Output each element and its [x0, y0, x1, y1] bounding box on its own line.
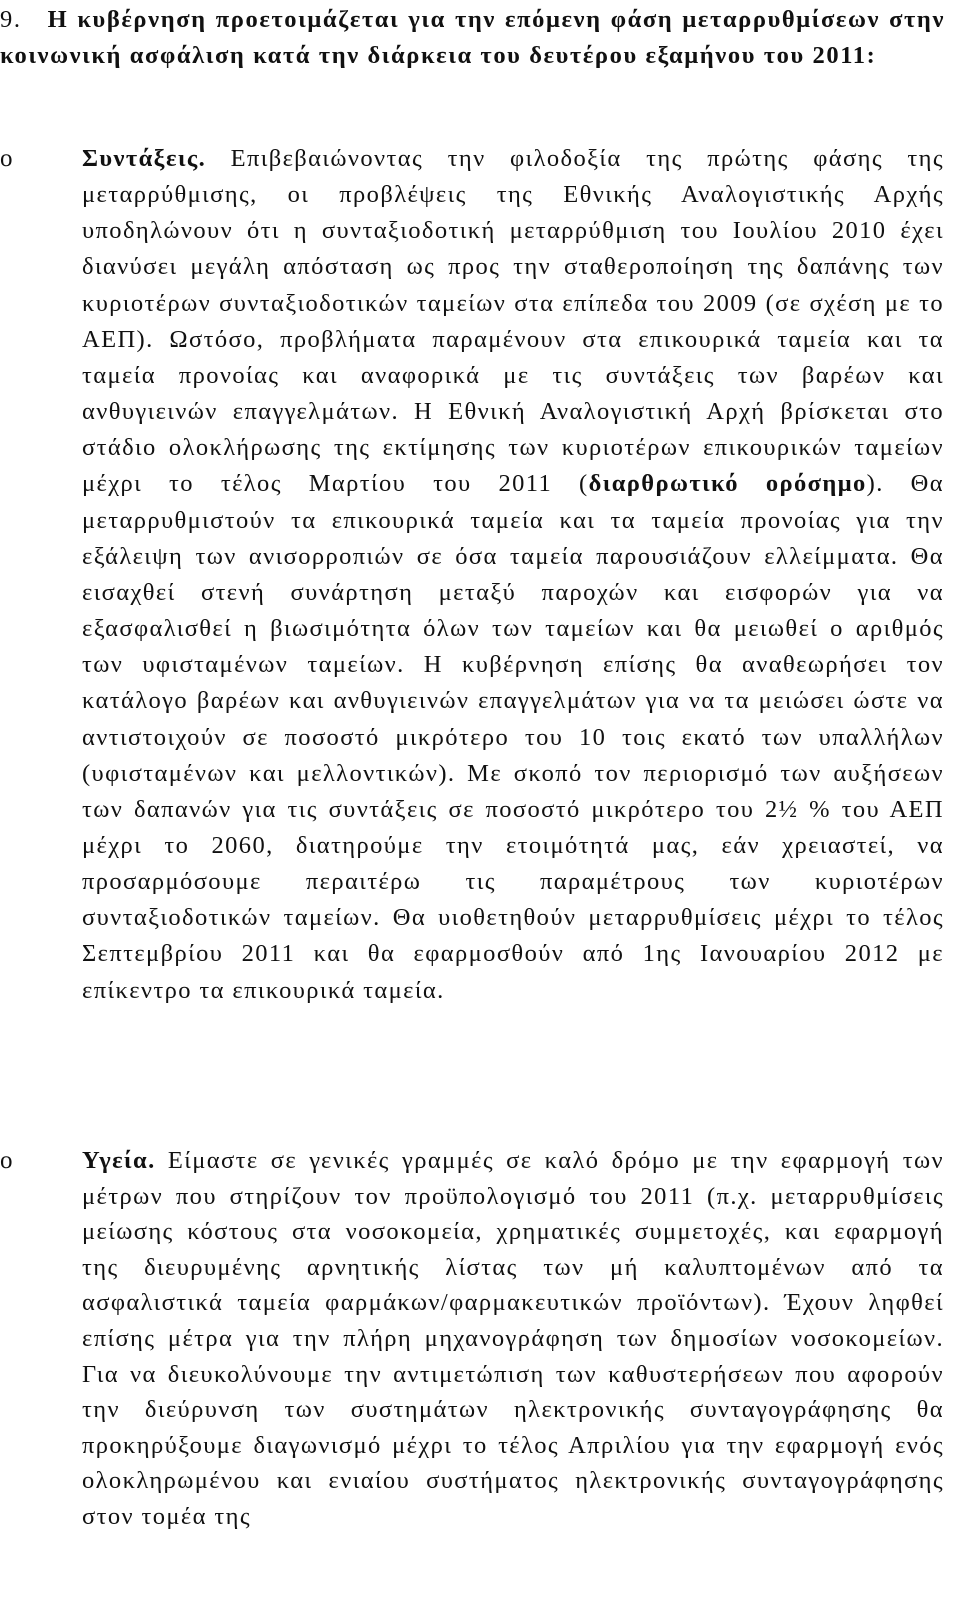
- health-paragraph: [82, 1143, 944, 1535]
- pensions-text-part-1: Επιβεβαιώνοντας την φιλοδοξία της πρώτης φάσης της μεταρρύθμισης, οι προβλέψεις της Εθνικής Αναλογιστικής Αρχής υποδηλώνουν ότι η συνταξιοδοτική μεταρρύθμιση του Ιουλίου 2010 έχει διανύσει μεγάλη απόσταση ως προς την σταθεροποίηση της δαπάνης των κυριοτέρων συνταξιοδοτικών ταμείων στα επίπεδα του 2009 (σε σχέση με το ΑΕΠ). Ωστόσο, προβλήματα παραμένουν στα επικουρικά ταμεία και τα ταμεία προνοίας και αναφορικά με τις συντάξεις των βαρέων και ανθυγιεινών επαγγελμάτων. Η Εθνική Αναλογιστική Αρχή βρίσκεται στο στάδιο ολοκλήρωσης της εκτίμησης των κυριοτέρων επικουρικών ταμείων μέχρι το τέλος Μαρτίου του 2011 (: [82, 145, 944, 498]
- bullet-marker: o: [0, 145, 13, 172]
- health-title: Υγεία.: [82, 1147, 156, 1174]
- section-heading: [0, 2, 945, 74]
- health-text: Είμαστε σε γενικές γραμμές σε καλό δρόμο με την εφαρμογή των μέτρων που στηρίζουν τον προϋπολογισμό του 2011 (π.χ. μεταρρυθμίσεις μείωσης κόστους στα νοσοκομεία, χρηματικές συμμετοχές, και εφαρμογή της διευρυμένης αρνητικής λίστας των μή καλυπτομένων από τα ασφαλιστικά ταμεία φαρμάκων/φαρμακευτικών προϊόντων). Έχουν ληφθεί επίσης μέτρα για την πλήρη μηχανογράφηση των δημοσίων νοσοκομείων. Για να διευκολύνουμε την αντιμετώπιση των καθυστερήσεων που αφορούν την διεύρυνση των συστημάτων ηλεκτρονικής συνταγογράφησης θα προκηρύξουμε διαγωνισμό μέχρι το τέλος Απριλίου για την εφαρμογή ενός ολοκληρωμένου και ενιαίου συστήματος ηλεκτρονικής συνταγογράφησης στον τομέα της: [82, 1147, 944, 1530]
- structural-milestone: διαρθρωτικό ορόσημο: [588, 470, 867, 498]
- pensions-paragraph: [82, 141, 944, 1009]
- section-heading-text: Η κυβέρνηση προετοιμάζεται για την επόμενη φάση μεταρρυθμίσεων στην κοινωνική ασφάλιση κατά την διάρκεια του δευτέρου εξαμήνου του 2011:: [0, 6, 945, 69]
- pensions-title: Συντάξεις.: [82, 145, 207, 172]
- section-number: 9.: [0, 6, 22, 33]
- pensions-text-part-2: ). Θα μεταρρυθμιστούν τα επικουρικά ταμεία και τα ταμεία προνοίας για την εξάλειψη των ανισορροπιών σε όσα ταμεία παρουσιάζουν ελλείμματα. Θα εισαχθεί στενή συνάρτηση μεταξύ παροχών και εισφορών για να εξασφαλισθεί η βιωσιμότητα όλων των ταμείων και θα μειωθεί ο αριθμός των υφισταμένων ταμείων. Η κυβέρνηση επίσης θα αναθεωρήσει τον κατάλογο βαρέων και ανθυγιεινών επαγγελμάτων για να τα μειώσει ώστε να αντιστοιχούν σε ποσοστό μικρότερο του 10 τοις εκατό των υπαλλήλων (υφισταμένων και μελλοντικών). Με σκοπό τον περιορισμό των αυξήσεων των δαπανών για τις συντάξεις σε ποσοστό μικρότερο του 2½ % του ΑΕΠ μέχρι το 2060, διατηρούμε την ετοιμότητά μας, εάν χρειαστεί, να προσαρμόσουμε περαιτέρω τις παραμέτρους των κυριοτέρων συνταξιοδοτικών ταμείων. Θα υιοθετηθούν μεταρρυθμίσεις μέχρι το τέλος Σεπτεμβρίου 2011 και θα εφαρμοσθούν από 1ης Ιανουαρίου 2012 με επίκεντρο τα επικουρικά ταμεία.: [82, 470, 944, 1004]
- bullet-marker: o: [0, 1147, 13, 1174]
